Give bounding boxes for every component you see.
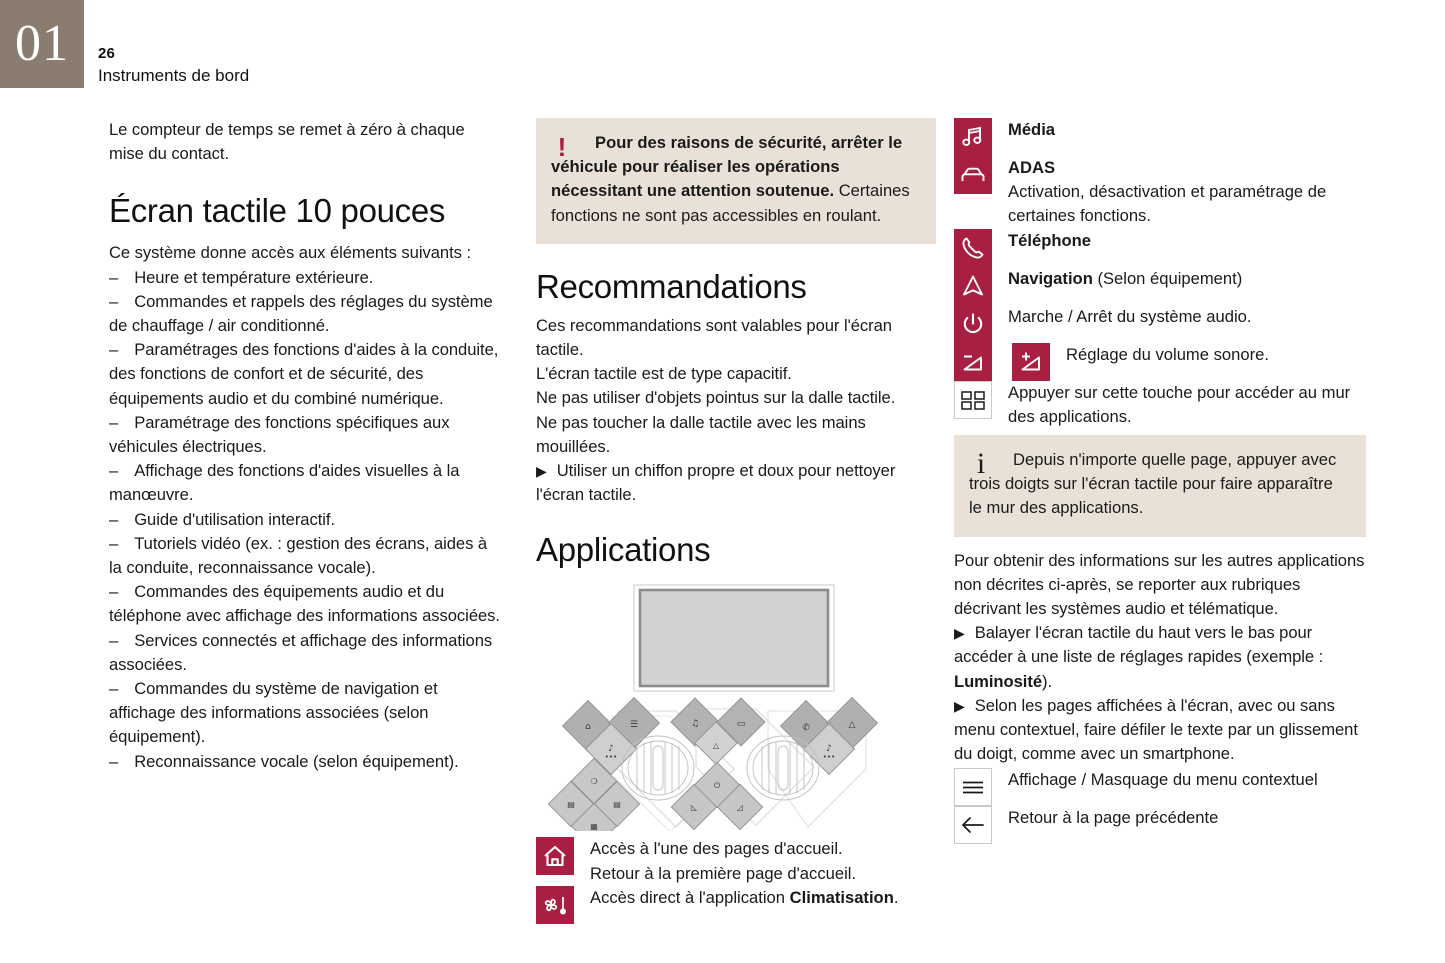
right-action-1-bold: Luminosité (954, 671, 1043, 691)
feature-bullet (109, 508, 504, 532)
feature-bullet-text: Commandes et rappels des réglages du système de chauffage / air conditionné. (109, 291, 493, 335)
entry-back-label: Retour à la page précédente (1008, 808, 1219, 828)
legend-home-line2: Retour à la première page d'accueil. (590, 863, 857, 883)
volume-minus-icon (954, 343, 992, 381)
svg-text:⏻: ⏻ (713, 781, 721, 791)
navigation-arrow-icon (954, 267, 992, 305)
info-i-icon: i (976, 447, 986, 481)
entry-back (954, 806, 1366, 844)
svg-text:▤: ▤ (613, 800, 621, 810)
feature-bullet (109, 532, 504, 580)
svg-text:•••: ••• (822, 753, 836, 762)
safety-warning-callout (536, 118, 936, 244)
info-text (969, 448, 1350, 521)
svg-text:❍: ❍ (590, 777, 598, 787)
entry-navigation (954, 267, 1366, 305)
feature-bullet-text: Services connectés et affichage des informations associées. (109, 630, 493, 674)
chapter-title: Instruments de bord (98, 65, 250, 85)
touchscreen-control-panel-diagram (536, 583, 936, 831)
entry-telephone (954, 229, 1366, 267)
entry-telephone-label (992, 229, 1091, 253)
svg-text:◿: ◿ (736, 803, 744, 813)
svg-text:◺: ◺ (690, 803, 698, 813)
entry-navigation-rest: (Selon équipement) (1092, 268, 1243, 288)
music-note-icon (954, 118, 992, 156)
recommendation-line: L'écran tactile est de type capacitif. (536, 364, 792, 384)
power-icon (954, 305, 992, 343)
entry-adas (954, 156, 1366, 229)
svg-text:▦: ▦ (590, 822, 598, 832)
entry-adas-label (992, 156, 1366, 229)
bullet-dash-marker: – (109, 582, 119, 602)
feature-bullet-text: Reconnaissance vocale (selon équipement). (134, 751, 459, 771)
recommendation-line: Ne pas utiliser d'objets pointus sur la dalle tactile. (536, 388, 896, 408)
feature-bullet-list (109, 266, 504, 774)
page-number: 26 (98, 45, 116, 62)
hamburger-menu-icon (954, 768, 992, 806)
feature-bullet (109, 750, 504, 774)
svg-text:☰: ☰ (629, 720, 639, 731)
feature-bullet-text: Affichage des fonctions d'aides visuelles à la manœuvre. (109, 461, 460, 505)
entry-adas-desc: Activation, désactivation et paramétrage de certaines fonctions. (1008, 182, 1327, 226)
info-callout (954, 435, 1366, 537)
phone-handset-icon (954, 229, 992, 267)
intro-paragraph: Le compteur de temps se remet à zéro à chaque mise du contact. (109, 120, 465, 164)
volume-plus-icon (1012, 343, 1050, 381)
exclamation-icon: ! (557, 132, 567, 162)
entry-media (954, 118, 1366, 156)
entry-context-menu-label: Affichage / Masquage du menu contextuel (1008, 770, 1318, 790)
feature-bullet-text: Tutoriels vidéo (ex. : gestion des écrans, aides à la conduite, reconnaissance vocale). (109, 533, 488, 577)
chapter-number: 01 (15, 15, 69, 72)
svg-text:♪: ♪ (608, 744, 614, 755)
entry-power (954, 305, 1366, 343)
legend-home-line1: Accès à l'une des pages d'accueil. (590, 839, 843, 859)
right-action-1 (954, 621, 1366, 694)
legend-climate-bold: Climatisation (789, 887, 894, 907)
heading-recommandations: Recommandations (536, 267, 807, 305)
right-action-2-before: Selon les pages affichées à l'écran, avec ou sans menu contextuel, faire défiler le texte par un glissement du doigt, comme avec un smartphone. (954, 695, 1358, 764)
feature-bullet-text: Paramétrage des fonctions spécifiques aux véhicules électriques. (109, 412, 450, 456)
recommendation-action-text: Utiliser un chiffon propre et doux pour nettoyer l'écran tactile. (536, 460, 896, 505)
entry-volume-label: Réglage du volume sonore. (1066, 344, 1269, 364)
warning-text (551, 131, 920, 228)
legend-climate-text (574, 886, 898, 910)
heading-applications: Applications (536, 531, 711, 569)
home-icon (536, 837, 574, 875)
arrow-marker-icon-1: ▶ (954, 625, 965, 642)
recommendations-heading-wrap (536, 268, 936, 306)
header-text-group (98, 45, 249, 87)
legend-climate-before: Accès direct à l'application (590, 887, 790, 907)
bullet-dash-marker: – (109, 461, 119, 481)
page-header (0, 0, 1445, 92)
legend-row-home (536, 837, 936, 885)
feature-bullet (109, 266, 504, 290)
svg-text:▭: ▭ (736, 719, 746, 730)
entry-telephone-title: Téléphone (1008, 230, 1091, 250)
bullet-dash-marker: – (109, 340, 119, 360)
feature-bullet (109, 411, 504, 459)
feature-bullet (109, 580, 504, 628)
entry-volume (954, 343, 1366, 381)
middle-legend (536, 837, 936, 923)
entry-media-label (992, 118, 1055, 142)
app-wall-grid-icon (954, 381, 992, 419)
applications-heading-wrap (536, 531, 936, 569)
feature-bullet-text: Paramétrages des fonctions d'aides à la conduite, des fonctions de confort et de sécurité, des équipements audio et du combiné numérique. (109, 340, 499, 408)
arrow-marker-icon: ▶ (536, 462, 547, 479)
recommendation-line: Ne pas toucher la dalle tactile avec les mains mouillées. (536, 412, 866, 456)
right-paragraph: Pour obtenir des informations sur les autres applications non décrites ci-après, se reporter aux rubriques décrivant les systèmes audio et télématique. (954, 550, 1365, 619)
svg-text:△: △ (848, 720, 856, 731)
left-column (109, 118, 504, 774)
legend-home-text (574, 837, 856, 885)
svg-text:▤: ▤ (567, 800, 575, 810)
bullet-dash-marker: – (109, 751, 119, 771)
entry-app-wall (954, 381, 1366, 429)
entry-context-menu (954, 768, 1366, 806)
feature-bullet (109, 677, 504, 750)
bullet-dash-marker: – (109, 412, 119, 432)
bullet-dash-marker: – (109, 267, 119, 287)
entry-navigation-title: Navigation (1008, 268, 1093, 288)
svg-text:♫: ♫ (690, 719, 700, 730)
back-arrow-icon (954, 806, 992, 844)
chapter-number-box (0, 0, 84, 88)
bullet-dash-marker: – (109, 679, 119, 698)
warning-normal-text: Certaines fonctions ne sont pas accessibles en roulant. (551, 181, 910, 225)
right-column (954, 118, 1366, 844)
entry-adas-title: ADAS (1008, 158, 1056, 177)
svg-text:♪: ♪ (826, 744, 832, 755)
feature-bullet-text: Commandes des équipements audio et du téléphone avec affichage des informations associées. (109, 582, 500, 626)
svg-text:✆: ✆ (802, 723, 810, 734)
arrow-marker-icon-2: ▶ (954, 697, 965, 714)
bullet-dash-marker: – (109, 509, 119, 529)
right-action-1-after: ). (1042, 671, 1053, 691)
recommendation-line: Ces recommandations sont valables pour l'écran tactile. (536, 315, 892, 359)
svg-text:△: △ (712, 741, 720, 751)
feature-bullet-text: Heure et température extérieure. (134, 267, 374, 287)
entry-navigation-label (992, 267, 1242, 291)
feature-bullet (109, 459, 504, 507)
section-heading-wrap (109, 192, 504, 230)
svg-text:•••: ••• (604, 753, 618, 762)
legend-climate-after: . (893, 887, 899, 907)
bullet-dash-marker: – (109, 291, 119, 311)
warning-bold-text: Pour des raisons de sécurité, arrêter le véhicule pour réaliser les opérations nécessitant une attention soutenue. (551, 133, 903, 201)
feature-bullet (109, 338, 504, 411)
lead-text: Ce système donne accès aux éléments suivants : (109, 243, 472, 263)
climate-fan-thermometer-icon (536, 886, 574, 924)
feature-bullet-text: Commandes du système de navigation et affichage des informations associées (selon équipement). (109, 679, 438, 747)
legend-row-climate (536, 886, 936, 924)
feature-bullet (109, 290, 504, 338)
entry-app-wall-label: Appuyer sur cette touche pour accéder au mur des applications. (1008, 382, 1351, 426)
feature-bullet-text: Guide d'utilisation interactif. (134, 509, 336, 529)
middle-column (536, 118, 936, 924)
right-action-1-before: Balayer l'écran tactile du haut vers le bas pour accéder à une liste de réglages rapides (exemple : (954, 623, 1324, 667)
car-adas-icon (954, 156, 992, 194)
entry-media-title: Média (1008, 120, 1056, 139)
right-action-2 (954, 694, 1366, 767)
feature-bullet (109, 629, 504, 677)
bullet-dash-marker: – (109, 630, 119, 650)
heading-ecran-tactile: Écran tactile 10 pouces (109, 192, 446, 230)
entry-power-label: Marche / Arrêt du système audio. (1008, 306, 1252, 326)
svg-text:⌂: ⌂ (585, 722, 591, 733)
info-text-body: Depuis n'importe quelle page, appuyer avec trois doigts sur l'écran tactile pour faire apparaître le mur des applications. (969, 450, 1337, 518)
bullet-dash-marker: – (109, 533, 119, 553)
recommendation-action (536, 459, 936, 507)
recommendation-lines (536, 314, 936, 459)
